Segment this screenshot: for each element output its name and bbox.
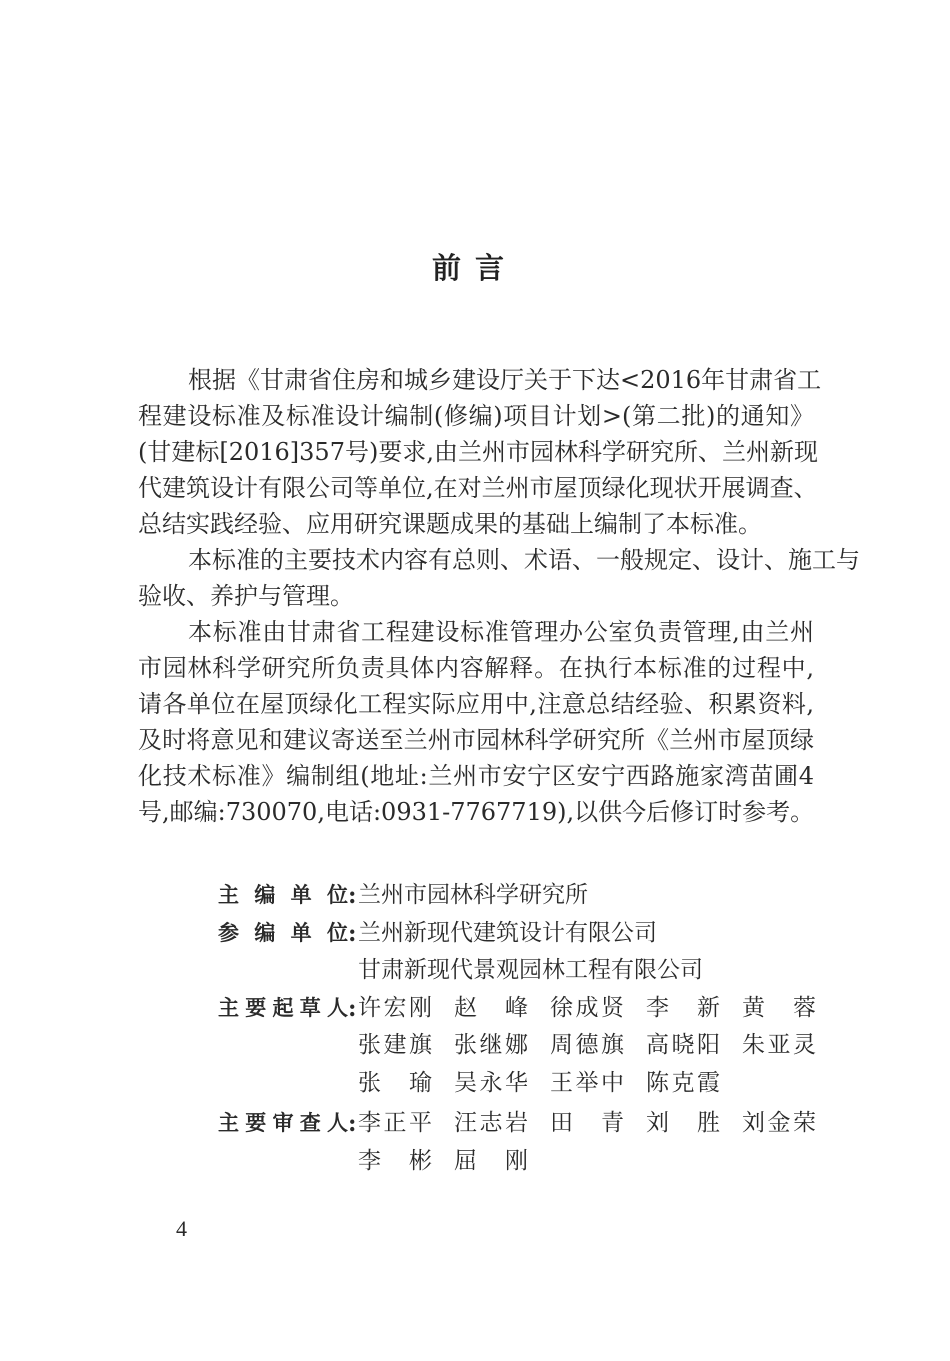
paragraph-line: 根据《甘肃省住房和城乡建设厅关于下达<2016年甘肃省工 <box>188 366 822 394</box>
reviewers-names <box>356 1143 528 1181</box>
colon-spacer <box>348 1143 356 1181</box>
credit-label: 主要起草人 <box>218 995 348 1020</box>
person-name: 屈刚 <box>454 1147 528 1174</box>
person-name: 田青 <box>550 1110 624 1136</box>
paragraph <box>138 614 814 830</box>
person-name: 朱亚灵 <box>742 1032 816 1058</box>
paragraph-line: 验收、养护与管理。 <box>138 582 354 610</box>
person-name: 周德旗 <box>550 1032 624 1058</box>
colon: : <box>348 882 357 909</box>
colon-spacer <box>348 952 356 990</box>
drafters-names <box>356 1065 720 1103</box>
person-name: 刘金荣 <box>742 1110 816 1136</box>
paragraph-line: 化技术标准》编制组(地址:兰州市安宁区安宁西路施家湾苗圃4 <box>138 762 814 790</box>
label-spacer <box>218 1027 348 1065</box>
person-name: 徐成贤 <box>550 994 624 1021</box>
person-name: 汪志岩 <box>454 1110 528 1136</box>
person-name: 陈克霞 <box>646 1069 720 1096</box>
person-name: 黄蓉 <box>742 994 816 1021</box>
paragraph-line: 号,邮编:730070,电话:0931-7767719),以供今后修订时参考。 <box>138 798 815 826</box>
org-name: 兰州新现代建筑设计有限公司 <box>358 919 657 946</box>
person-name: 吴永华 <box>454 1069 528 1096</box>
paragraph <box>138 542 860 614</box>
org-name: 甘肃新现代景观园林工程有限公司 <box>358 957 703 983</box>
person-name: 赵峰 <box>454 994 528 1021</box>
credit-label: 主要审查人 <box>218 1111 348 1135</box>
credit-row <box>218 990 816 1028</box>
colon-spacer <box>348 1027 356 1065</box>
person-name: 王举中 <box>550 1069 624 1096</box>
credit-row <box>218 1105 816 1143</box>
page-title: 前言 <box>431 251 518 285</box>
credit-row <box>218 1065 816 1103</box>
paragraph-line: 本标准的主要技术内容有总则、术语、一般规定、设计、施工与 <box>188 546 860 574</box>
paragraph <box>138 362 822 542</box>
credit-row <box>218 915 816 953</box>
colon: : <box>348 994 357 1022</box>
person-name: 李正平 <box>358 1110 432 1136</box>
paragraph-line: (甘建标[2016]357号)要求,由兰州市园林科学研究所、兰州新现 <box>138 438 818 466</box>
paragraph-line: 请各单位在屋顶绿化工程实际应用中,注意总结经验、积累资料, <box>138 690 814 718</box>
paragraph-line: 程建设标准及标准设计编制(修编)项目计划>(第二批)的通知》 <box>138 402 814 430</box>
credit-row <box>218 1027 816 1065</box>
credit-row <box>218 952 816 990</box>
preface-body <box>138 362 860 830</box>
drafters-names <box>356 1027 816 1065</box>
label-spacer <box>218 1065 348 1103</box>
paragraph-line: 本标准由甘肃省工程建设标准管理办公室负责管理,由兰州 <box>188 618 814 646</box>
paragraph-line: 总结实践经验、应用研究课题成果的基础上编制了本标准。 <box>138 510 762 538</box>
credit-row <box>218 877 816 915</box>
label-spacer <box>218 952 348 990</box>
person-name: 张建旗 <box>358 1032 432 1058</box>
drafters-names <box>356 990 816 1028</box>
person-name: 李彬 <box>358 1147 432 1174</box>
page-number: 4 <box>176 1216 187 1241</box>
label-spacer <box>218 1143 348 1181</box>
person-name: 张瑜 <box>358 1069 432 1096</box>
person-name: 刘胜 <box>646 1110 720 1136</box>
person-name: 张继娜 <box>454 1032 528 1058</box>
colon: : <box>348 919 357 947</box>
person-name: 高晓阳 <box>646 1032 720 1058</box>
paragraph-line: 及时将意见和建议寄送至兰州市园林科学研究所《兰州市屋顶绿 <box>138 726 814 754</box>
paragraph-line: 市园林科学研究所负责具体内容解释。在执行本标准的过程中, <box>138 654 814 682</box>
credit-label: 主编单位 <box>218 883 348 907</box>
person-name: 许宏刚 <box>358 994 432 1021</box>
credit-label: 参编单位 <box>218 920 348 945</box>
colon: : <box>348 1110 357 1137</box>
paragraph-line: 代建筑设计有限公司等单位,在对兰州市屋顶绿化现状开展调查、 <box>138 474 818 502</box>
reviewers-names <box>356 1105 816 1143</box>
person-name: 李新 <box>646 994 720 1021</box>
credits-section <box>218 877 816 1180</box>
colon-spacer <box>348 1065 356 1103</box>
credit-row <box>218 1143 816 1181</box>
org-name: 兰州市园林科学研究所 <box>358 882 588 908</box>
